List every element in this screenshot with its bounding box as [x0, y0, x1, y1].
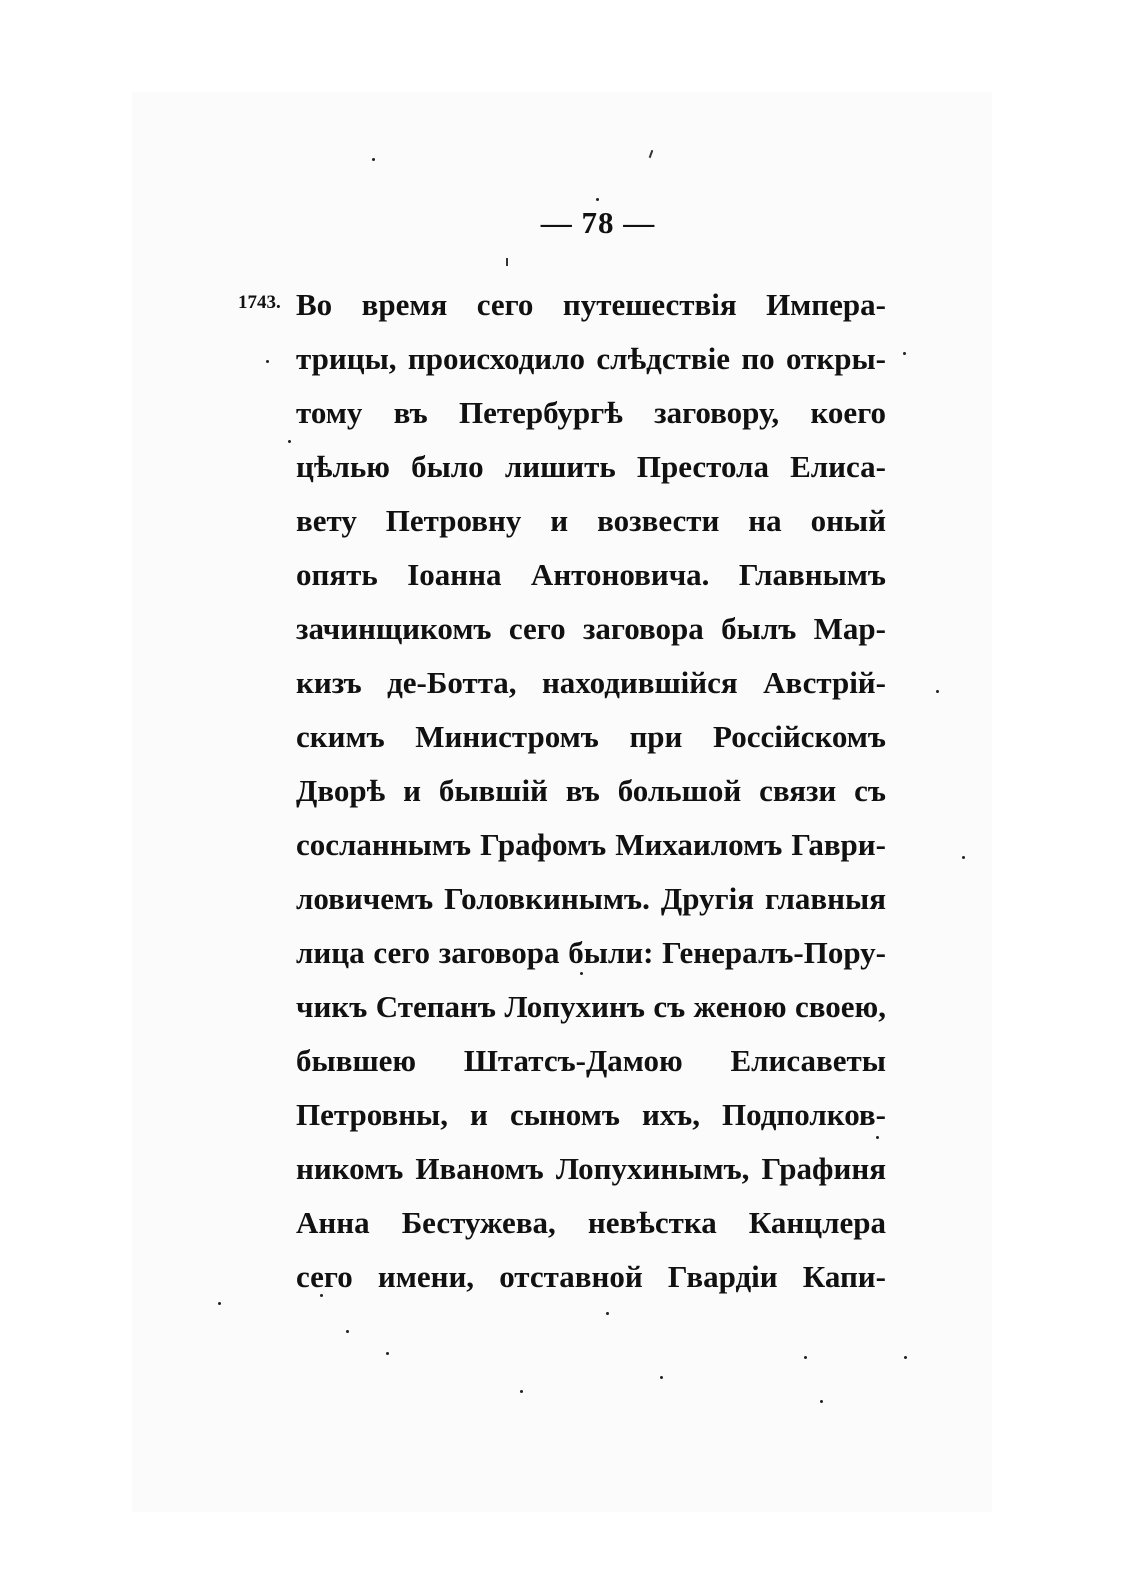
- text-line: Дворѣ и бывшій въ большой связи съ: [296, 773, 886, 808]
- text-line: никомъ Иваномъ Лопухинымъ, Графиня: [296, 1151, 886, 1186]
- scan-speck: [606, 1312, 609, 1315]
- margin-year: 1743.: [238, 292, 281, 313]
- scan-speck: [386, 1352, 389, 1355]
- text-line: бывшею Штатсъ-Дамою Елисаветы: [296, 1043, 886, 1078]
- text-line: зачинщикомъ сего заговора былъ Мар-: [296, 611, 886, 646]
- text-line: чикъ Степанъ Лопухинъ съ женою своею,: [296, 989, 886, 1024]
- text-line: сосланнымъ Графомъ Михаиломъ Гаври-: [296, 827, 886, 862]
- text-line: кизъ де-Ботта, находившійся Австрій-: [296, 665, 886, 700]
- scan-speck: [804, 1356, 807, 1359]
- text-line: вету Петровну и возвести на оный: [296, 503, 886, 538]
- scan-speck: [372, 158, 375, 161]
- scan-speck: [346, 1330, 349, 1333]
- scan-speck: [218, 1302, 221, 1305]
- scan-speck: [596, 198, 599, 201]
- text-line: трицы, происходило слѣдствіе по откры-: [296, 341, 886, 376]
- scan-speck: [266, 360, 269, 363]
- scan-speck: [936, 690, 939, 693]
- text-line: лица сего заговора были: Генералъ-Пору-: [296, 935, 886, 970]
- text-line: Петровны, и сыномъ ихъ, Подполков-: [296, 1097, 886, 1132]
- scan-speck: [288, 440, 291, 443]
- scan-speck: [903, 352, 906, 355]
- scan-speck: [320, 1294, 323, 1297]
- text-line: тому въ Петербургѣ заговору, коего: [296, 395, 886, 430]
- text-line: скимъ Министромъ при Россійскомъ: [296, 719, 886, 754]
- scan-speck: [962, 856, 965, 859]
- scan-speck: [876, 1136, 879, 1139]
- text-line: ловичемъ Головкинымъ. Другія главныя: [296, 881, 886, 916]
- scan-speck: [520, 1390, 523, 1393]
- text-line: Во время сего путешествія Импера-: [296, 287, 886, 322]
- body-text: [296, 278, 886, 1304]
- scan-speck: [660, 1376, 663, 1379]
- text-line: сего имени, отставной Гвардіи Капи-: [296, 1259, 886, 1294]
- text-line: цѣлью было лишить Престола Елиса-: [296, 449, 886, 484]
- scan-speck: [904, 1356, 907, 1359]
- text-line: опять Іоанна Антоновича. Главнымъ: [296, 557, 886, 592]
- scan-speck: [506, 258, 508, 266]
- text-line: Анна Бестужева, невѣстка Канцлера: [296, 1205, 886, 1240]
- scan-speck: [820, 1400, 823, 1403]
- scan-speck: [580, 972, 583, 975]
- page-number: — 78 —: [540, 205, 656, 240]
